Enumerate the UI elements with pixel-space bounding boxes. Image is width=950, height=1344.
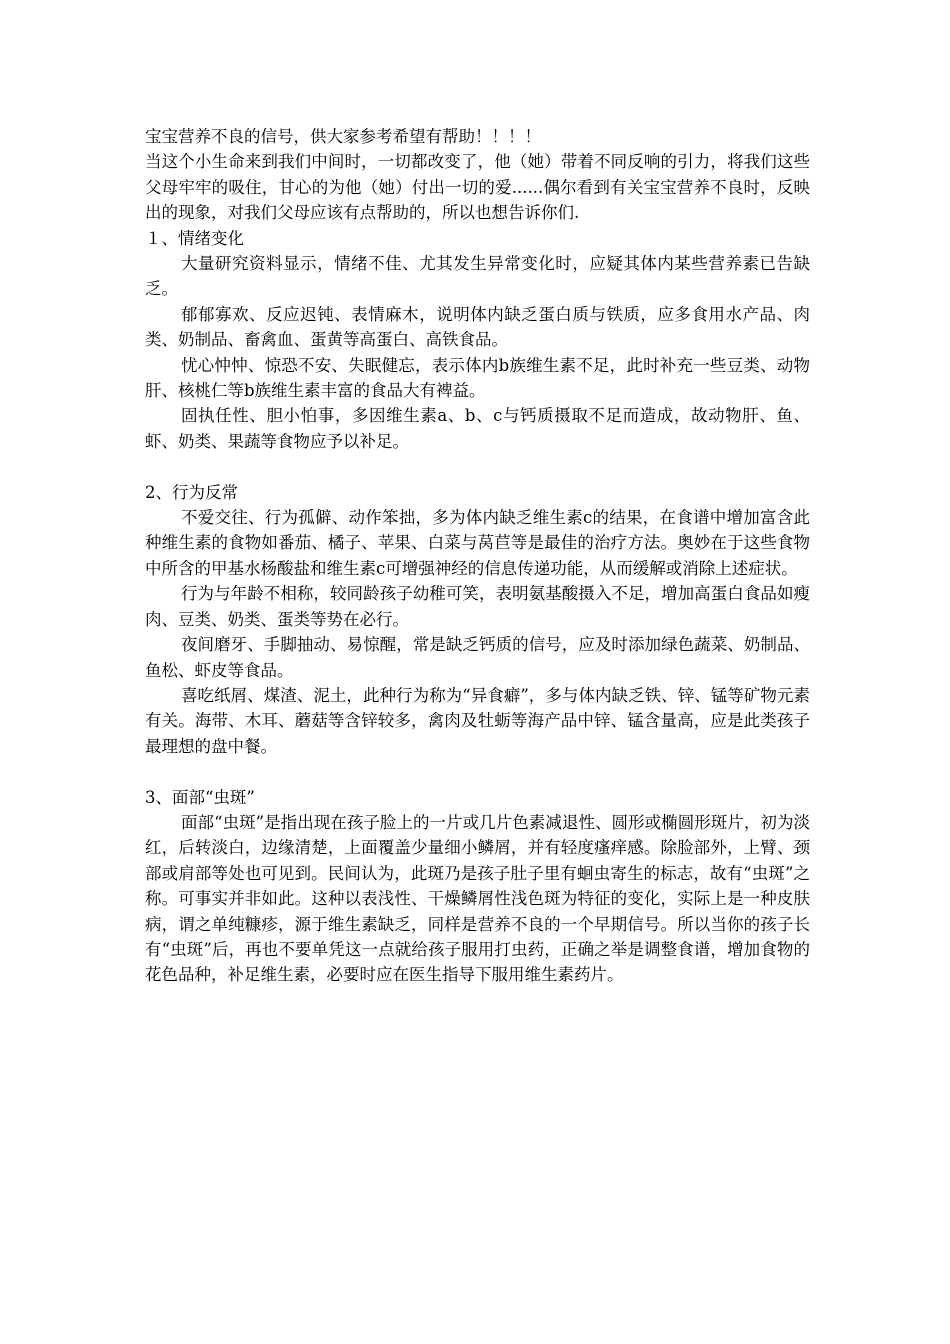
paragraph: 忧心忡忡、惊恐不安、失眠健忘，表示体内b族维生素不足，此时补充一些豆类、动物肝、核桃仁等b族维生素丰富的食品大有裨益。	[145, 355, 810, 401]
section-heading-face-spots: 3、面部“虫斑”	[145, 787, 255, 807]
paragraph: 大量研究资料显示，情绪不佳、尤其发生异常变化时，应疑其体内某些营养素已告缺乏。	[145, 254, 810, 299]
document-title: 宝宝营养不良的信号，供大家参考希望有帮助！！！！	[145, 127, 541, 146]
section-heading-behavior: 2、行为反常	[145, 482, 238, 502]
document-body	[145, 124, 810, 988]
paragraph: 夜间磨牙、手脚抽动、易惊醒，常是缺乏钙质的信号，应及时添加绿色蔬菜、奶制品、鱼松、虾皮等食品。	[145, 635, 810, 680]
paragraph: 固执任性、胆小怕事，多因维生素a、b、c与钙质摄取不足而造成，故动物肝、鱼、虾、奶类、果蔬等食物应予以补足。	[145, 406, 810, 451]
intro-paragraph: 当这个小生命来到我们中间时，一切都改变了，他（她）带着不同反响的引力，将我们这些父母牢牢的吸住，甘心的为他（她）付出一切的爱......偶尔看到有关宝宝营养不良时，反映出的现象，对我们父母应该有点帮助的，所以也想告诉你们.	[145, 152, 810, 223]
paragraph: 行为与年龄不相称，较同龄孩子幼稚可笑，表明氨基酸摄入不足，增加高蛋白食品如瘦肉、豆类、奶类、蛋类等势在必行。	[145, 584, 810, 629]
section-heading-mood: １、情绪变化	[145, 228, 244, 248]
paragraph: 喜吃纸屑、煤渣、泥土，此种行为称为“异食癖”，多与体内缺乏铁、锌、锰等矿物元素有关。海带、木耳、蘑菇等含锌较多，禽肉及牡蛎等海产品中锌、锰含量高，应是此类孩子最理想的盘中餐。	[145, 685, 810, 756]
paragraph: 面部“虫斑”是指出现在孩子脸上的一片或几片色素减退性、圆形或椭圆形斑片，初为淡红，后转淡白，边缘清楚，上面覆盖少量细小鳞屑，并有轻度瘙痒感。除脸部外，上臂、颈部或肩部等处也可见到。民间认为，此斑乃是孩子肚子里有蛔虫寄生的标志，故有“虫斑”之称。可事实并非如此。这种以表浅性、干燥鳞屑性浅色斑为特征的变化，实际上是一种皮肤病，谓之单纯糠疹，源于维生素缺乏，同样是营养不良的一个早期信号。所以当你的孩子长有“虫斑”后，再也不要单凭这一点就给孩子服用打虫药，正确之举是调整食谱，增加食物的花色品种，补足维生素，必要时应在医生指导下服用维生素药片。	[145, 812, 810, 985]
paragraph: 郁郁寡欢、反应迟钝、表情麻木，说明体内缺乏蛋白质与铁质，应多食用水产品、肉类、奶制品、畜禽血、蛋黄等高蛋白、高铁食品。	[145, 304, 810, 350]
section-spacer	[145, 759, 810, 784]
section-spacer	[145, 454, 810, 479]
paragraph: 不爱交往、行为孤僻、动作笨拙，多为体内缺乏维生素c的结果，在食谱中增加富含此种维生素的食物如番茄、橘子、苹果、白菜与莴苣等是最佳的治疗方法。奥妙在于这些食物中所含的甲基水杨酸盐和维生素c可增强神经的信息传递功能，从而缓解或消除上述症状。	[145, 508, 810, 578]
